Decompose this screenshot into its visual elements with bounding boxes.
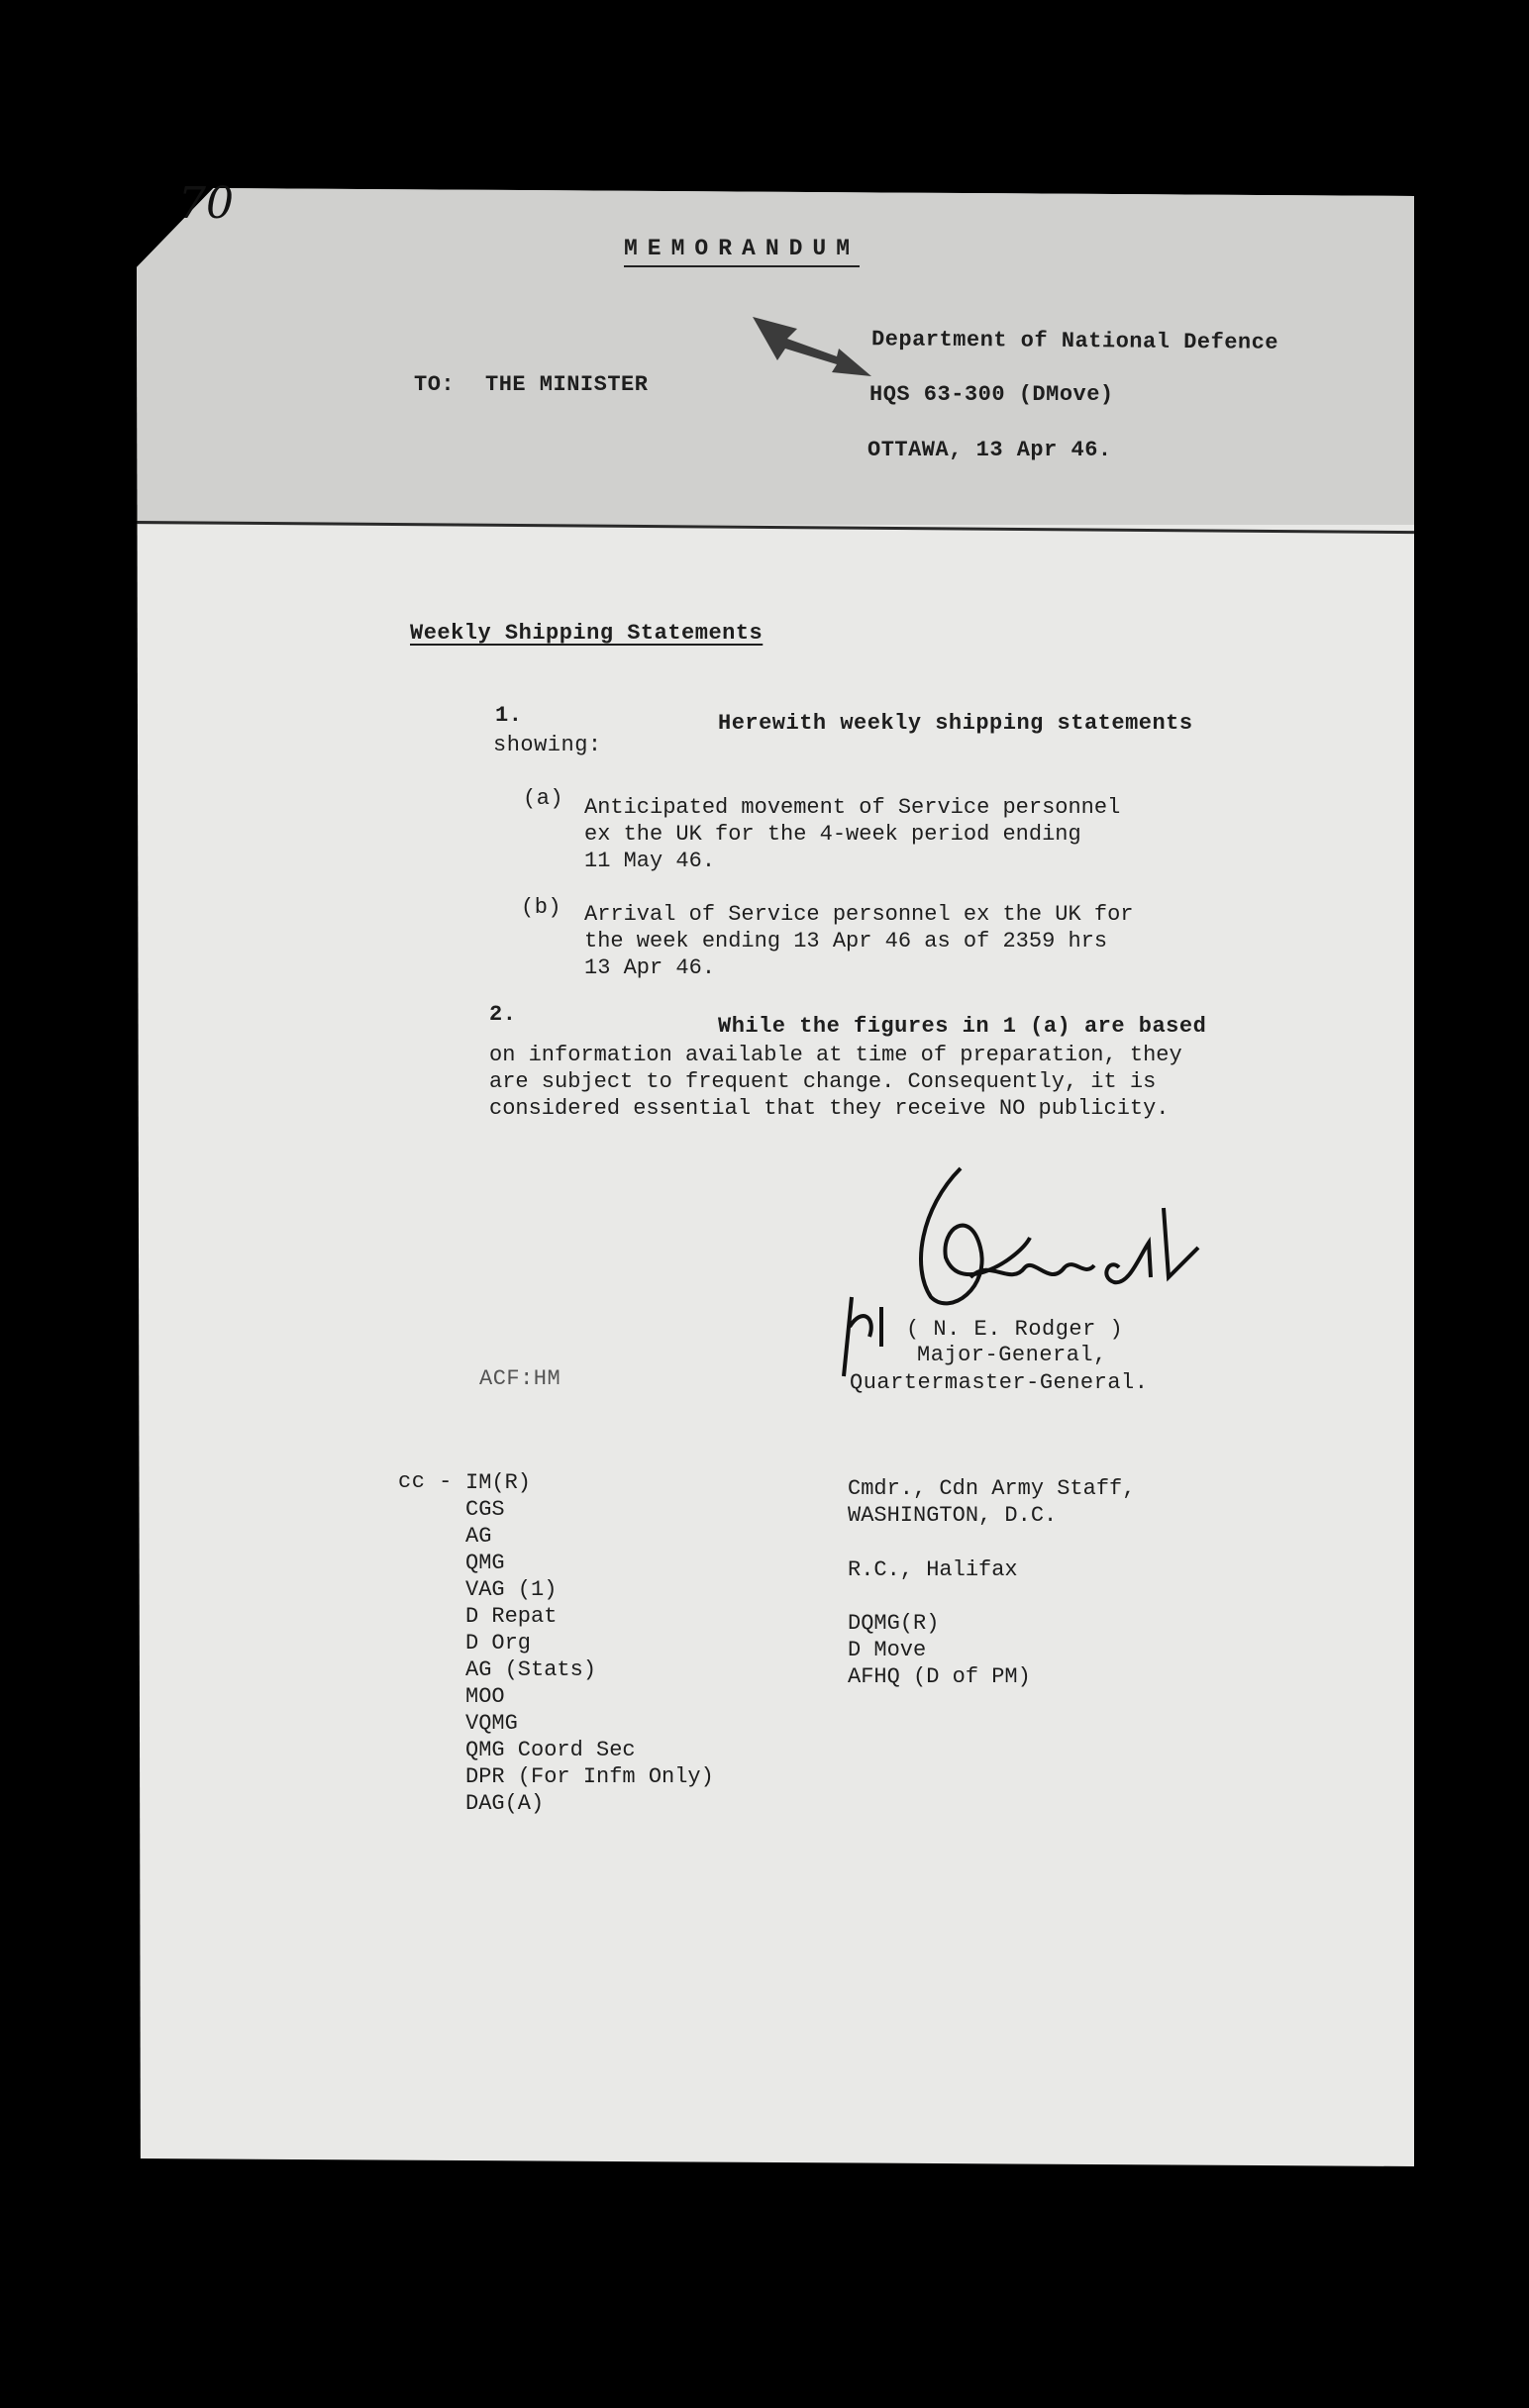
arrow-stamp-icon bbox=[748, 307, 876, 386]
cc-recipient: QMG Coord Sec bbox=[465, 1738, 636, 1762]
signatory-name: ( N. E. Rodger ) bbox=[906, 1317, 1124, 1342]
cc-recipient: WASHINGTON, D.C. bbox=[848, 1503, 1058, 1528]
department-name: Department of National Defence bbox=[870, 327, 1279, 355]
cc-recipient: VAG (1) bbox=[465, 1577, 558, 1602]
typist-initials: ACF:HM bbox=[479, 1366, 561, 1391]
para-2-text bbox=[489, 1042, 1182, 1122]
file-reference: HQS 63-300 (DMove) bbox=[869, 382, 1114, 407]
signatory-title: Quartermaster-General. bbox=[850, 1370, 1149, 1395]
cc-left-list bbox=[465, 1469, 714, 1817]
cc-recipient: AG bbox=[465, 1524, 492, 1549]
cc-recipient: IM(R) bbox=[465, 1470, 532, 1495]
cc-label: cc - bbox=[398, 1469, 453, 1494]
item-b-text bbox=[584, 901, 1134, 981]
cc-recipient: DPR (For Infm Only) bbox=[465, 1764, 714, 1789]
item-a-line: ex the UK for the 4-week period ending bbox=[584, 822, 1081, 847]
place-date: OTTAWA, 13 Apr 46. bbox=[867, 438, 1112, 462]
item-a-line: 11 May 46. bbox=[584, 849, 716, 873]
signatory-rank: Major-General, bbox=[917, 1343, 1107, 1367]
para-2-line: considered essential that they receive NO publicity. bbox=[489, 1096, 1170, 1121]
cc-recipient: QMG bbox=[465, 1551, 505, 1575]
cc-recipient: AFHQ (D of PM) bbox=[848, 1664, 1031, 1689]
cc-recipient: DQMG(R) bbox=[848, 1611, 940, 1636]
to-value: THE MINISTER bbox=[485, 372, 649, 397]
item-b-label: (b) bbox=[521, 895, 562, 920]
para-2-line-1: While the figures in 1 (a) are based bbox=[718, 1014, 1207, 1039]
cc-recipient: MOO bbox=[465, 1684, 505, 1709]
cc-recipient: VQMG bbox=[465, 1711, 518, 1736]
cc-recipient: AG (Stats) bbox=[465, 1657, 597, 1682]
memo-title: MEMORANDUM bbox=[624, 236, 860, 267]
cc-right-group-1 bbox=[848, 1475, 1135, 1529]
para-1-line-2: showing: bbox=[493, 733, 602, 757]
para-1-line-1: Herewith weekly shipping statements bbox=[718, 711, 1193, 736]
para-2-number: 2. bbox=[489, 1002, 517, 1027]
cc-recipient: Cmdr., Cdn Army Staff, bbox=[848, 1476, 1136, 1501]
item-b-line: the week ending 13 Apr 46 as of 2359 hrs bbox=[584, 929, 1108, 953]
to-label: TO: bbox=[414, 372, 456, 397]
item-b-line: Arrival of Service personnel ex the UK for bbox=[584, 902, 1134, 927]
subject-heading: Weekly Shipping Statements bbox=[410, 621, 764, 646]
cc-recipient: R.C., Halifax bbox=[848, 1557, 1018, 1582]
cc-recipient: D Repat bbox=[465, 1604, 558, 1629]
cc-recipient: CGS bbox=[465, 1497, 505, 1522]
item-a-line: Anticipated movement of Service personnel bbox=[584, 795, 1121, 820]
para-2-line: on information available at time of preparation, they bbox=[489, 1043, 1182, 1067]
cc-recipient: D Move bbox=[848, 1638, 927, 1662]
para-2-line: are subject to frequent change. Consequently, it is bbox=[489, 1069, 1157, 1094]
corner-mark: 70 bbox=[178, 178, 234, 229]
item-a-text bbox=[584, 794, 1120, 874]
cc-recipient: DAG(A) bbox=[465, 1791, 545, 1816]
cc-recipient: D Org bbox=[465, 1631, 532, 1656]
cc-right-group-2 bbox=[848, 1556, 1018, 1583]
para-1-number: 1. bbox=[495, 703, 523, 728]
item-b-line: 13 Apr 46. bbox=[584, 955, 716, 980]
item-a-label: (a) bbox=[523, 786, 564, 811]
cc-right-group-3 bbox=[848, 1610, 1031, 1690]
